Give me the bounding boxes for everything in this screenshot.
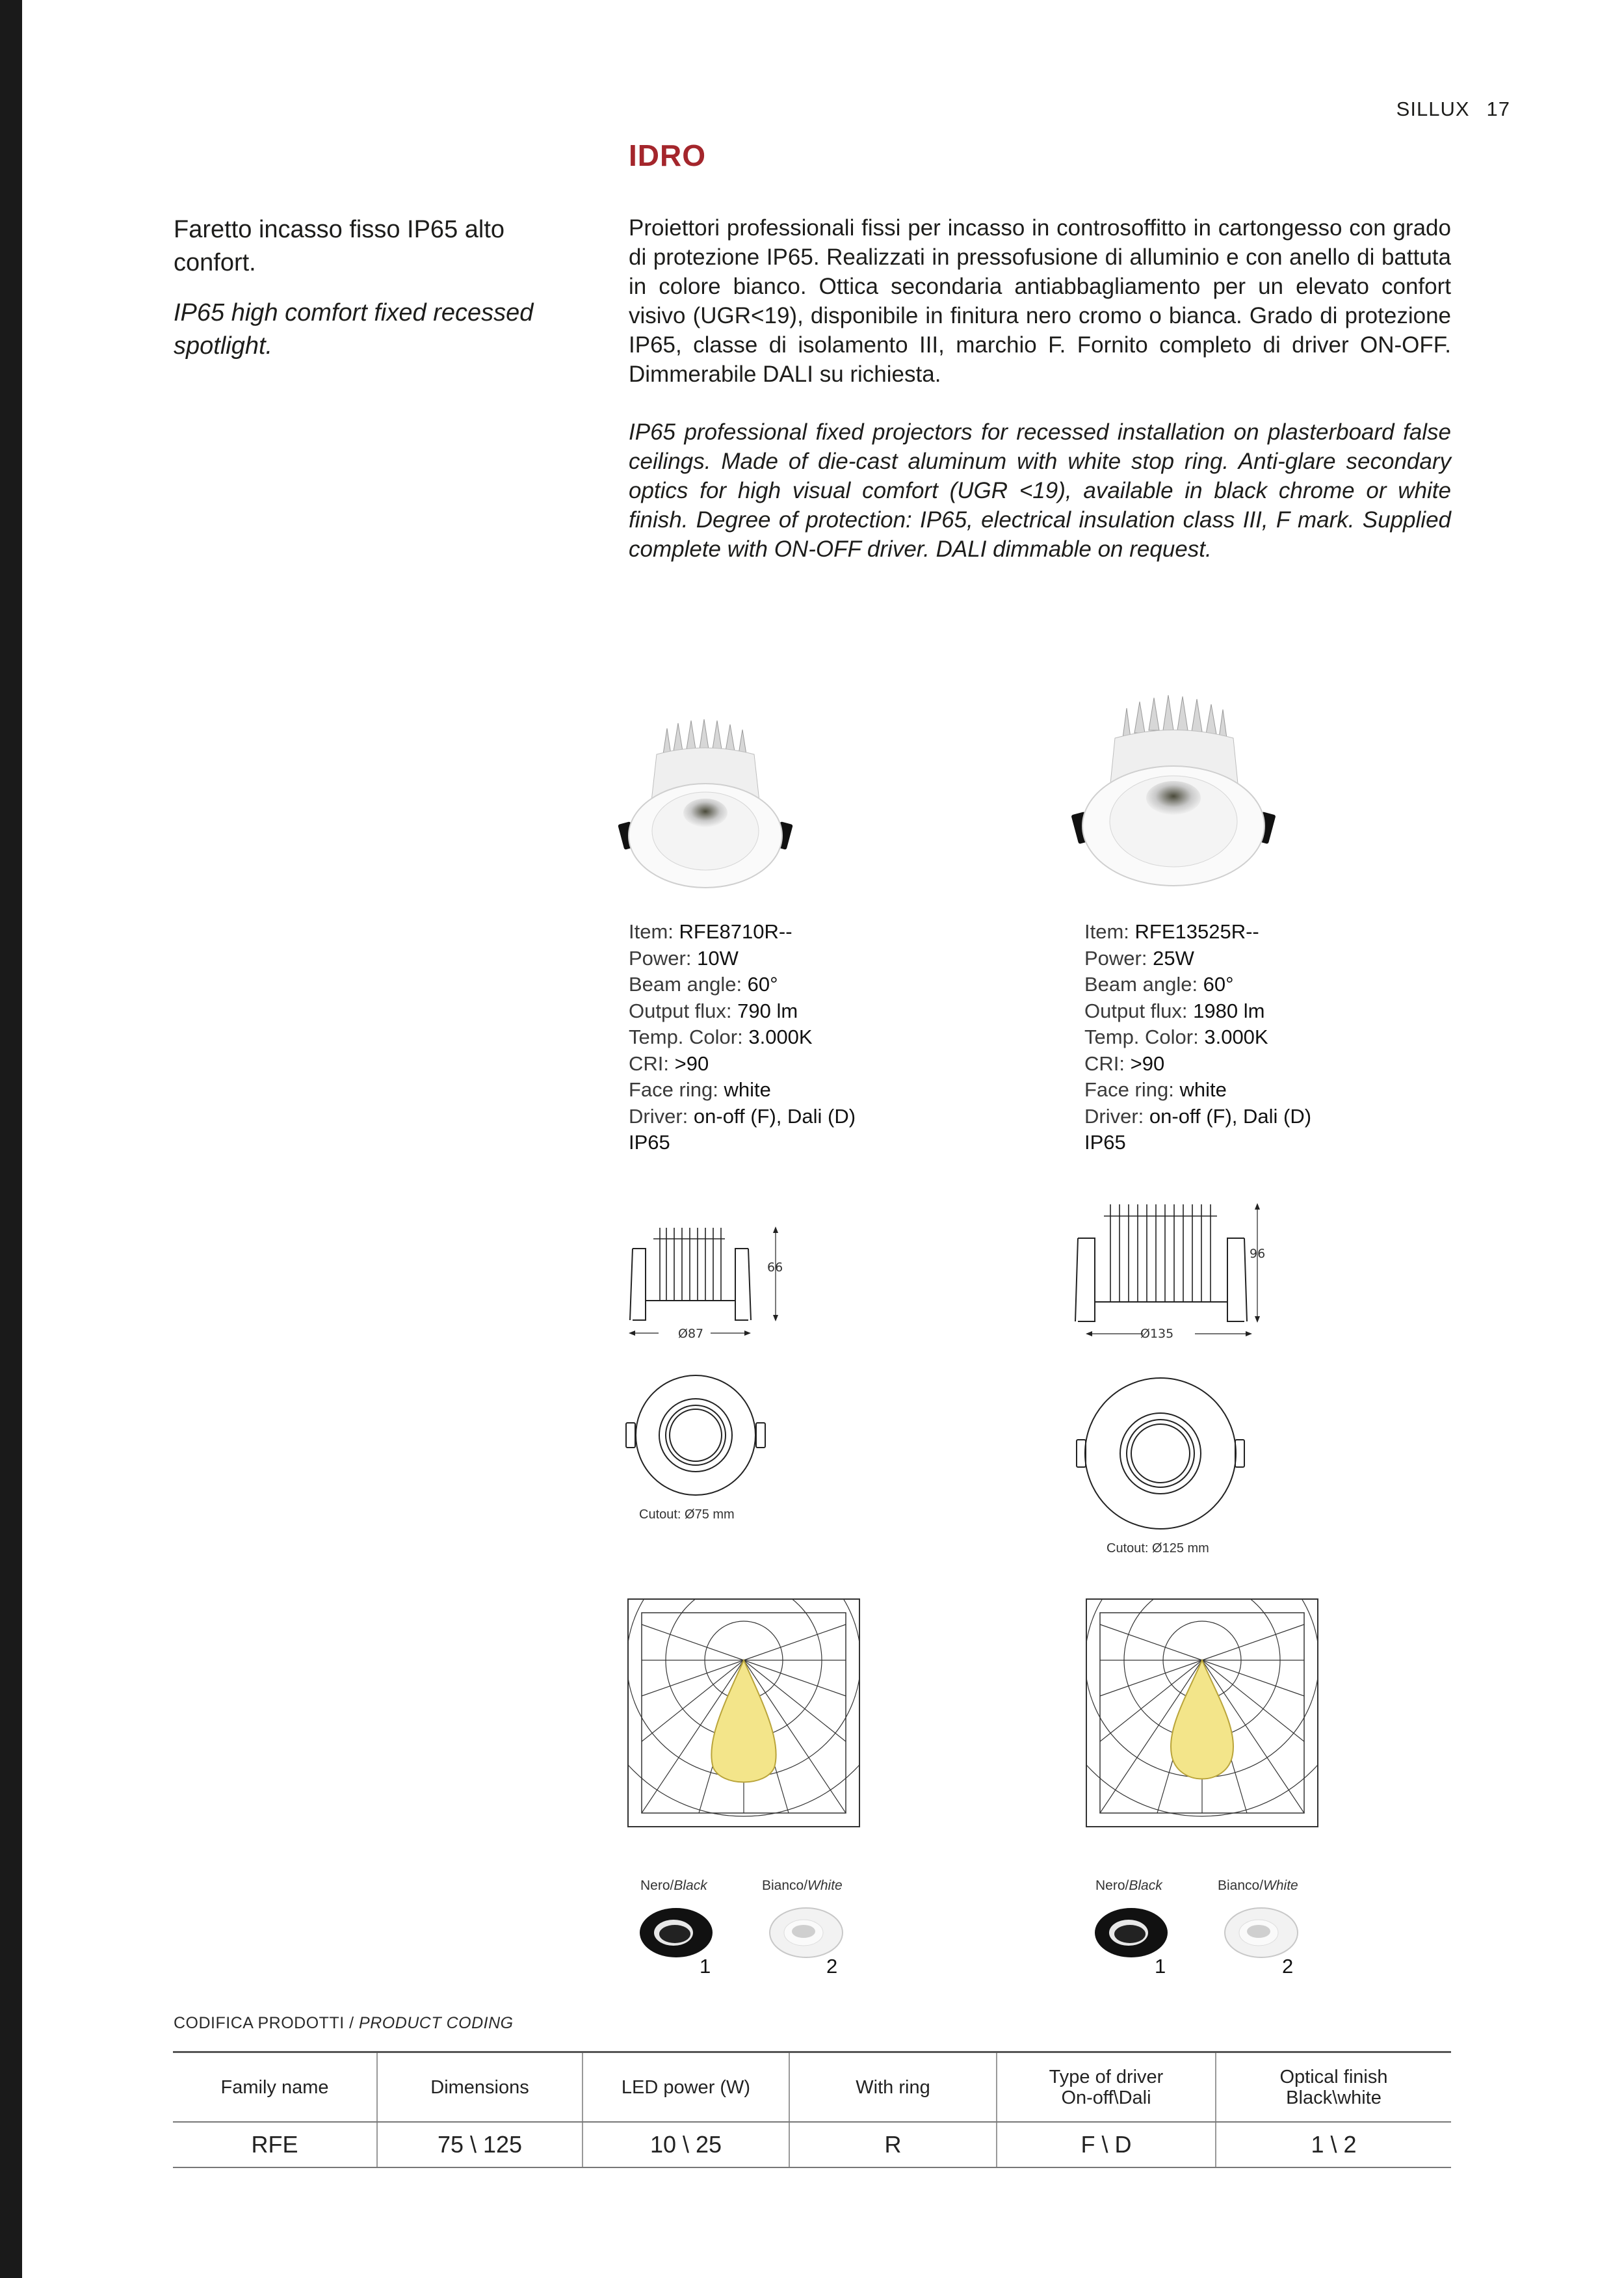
finish-code-white-1: 2 bbox=[826, 1955, 838, 1978]
spec-temp-color: Temp. Color: 3.000K bbox=[1084, 1026, 1268, 1048]
finish-label-white-1: Bianco/White bbox=[762, 1878, 843, 1893]
cutout-large: Cutout: Ø125 mm bbox=[1107, 1541, 1209, 1556]
finish-swatch-white-1 bbox=[767, 1905, 845, 1960]
dim-height-large: 96 bbox=[1250, 1247, 1266, 1261]
spec-driver: Driver: on-off (F), Dali (D) bbox=[1084, 1104, 1312, 1128]
cell-with-ring: R bbox=[789, 2122, 997, 2167]
dim-diameter-large: Ø135 bbox=[1140, 1327, 1174, 1341]
spec-cri: CRI: >90 bbox=[629, 1052, 709, 1075]
cutout-small: Cutout: Ø75 mm bbox=[639, 1507, 735, 1522]
spec-list-1 bbox=[629, 919, 856, 1156]
description-english: IP65 professional fixed projectors for recessed installation on plasterboard false ceilings. Made of die-cast aluminum with white stop ring. Anti-glare secondary optics for high visual comfort (UGR <19), available in black chrome or white finish. Degree of protection: IP65, electrical insulation class III, F mark. Supplied complete with ON-OFF driver. DALI dimmable on request. bbox=[629, 419, 1451, 562]
finish-swatch-black-1 bbox=[637, 1905, 715, 1960]
spec-driver: Driver: on-off (F), Dali (D) bbox=[629, 1104, 856, 1128]
spec-output-flux: Output flux: 790 lm bbox=[629, 999, 798, 1022]
finish-swatch-white-2 bbox=[1222, 1905, 1300, 1960]
spec-output-flux: Output flux: 1980 lm bbox=[1084, 999, 1265, 1022]
header-dimensions: Dimensions bbox=[377, 2052, 583, 2123]
coding-title: CODIFICA PRODOTTI / PRODUCT CODING bbox=[174, 2014, 514, 2032]
lead-text bbox=[174, 213, 538, 363]
product-coding-table bbox=[173, 2051, 1451, 2168]
polar-diagram-large bbox=[1086, 1598, 1318, 1827]
spec-power: Power: 10W bbox=[629, 946, 739, 970]
finish-label-black-2: Nero/Black bbox=[1095, 1878, 1162, 1893]
table-row bbox=[173, 2122, 1451, 2167]
spec-beam-angle: Beam angle: 60° bbox=[1084, 973, 1234, 996]
finish-swatch-black-2 bbox=[1092, 1905, 1170, 1960]
finish-code-white-2: 2 bbox=[1282, 1955, 1294, 1978]
finish-code-black-1: 1 bbox=[700, 1955, 711, 1978]
page-header bbox=[1396, 98, 1510, 121]
table-header-row bbox=[173, 2052, 1451, 2123]
spec-item: Item: RFE13525R-- bbox=[1084, 920, 1259, 943]
spec-ip: IP65 bbox=[1084, 1131, 1126, 1154]
side-drawing-small bbox=[627, 1223, 796, 1346]
header-with-ring: With ring bbox=[789, 2052, 997, 2123]
finish-code-black-2: 1 bbox=[1155, 1955, 1166, 1978]
spec-temp-color: Temp. Color: 3.000K bbox=[629, 1026, 813, 1048]
header-family-name: Family name bbox=[173, 2052, 377, 2123]
spec-beam-angle: Beam angle: 60° bbox=[629, 973, 778, 996]
header-driver-type: Type of driver On-off\Dali bbox=[997, 2052, 1216, 2123]
lead-english: IP65 high comfort fixed recessed spotlight. bbox=[174, 299, 534, 360]
dim-diameter-small: Ø87 bbox=[678, 1327, 704, 1341]
brand-name: SILLUX bbox=[1396, 98, 1470, 120]
lead-italian: Faretto incasso fisso IP65 alto confort. bbox=[174, 216, 505, 276]
spec-cri: CRI: >90 bbox=[1084, 1052, 1165, 1075]
cell-dimensions: 75 \ 125 bbox=[377, 2122, 583, 2167]
page-edge-shadow bbox=[0, 0, 22, 2278]
finish-label-white-2: Bianco/White bbox=[1218, 1878, 1298, 1893]
spec-list-2 bbox=[1084, 919, 1311, 1156]
header-optical-finish: Optical finish Black\white bbox=[1216, 2052, 1451, 2123]
spec-power: Power: 25W bbox=[1084, 946, 1194, 970]
page-number: 17 bbox=[1486, 98, 1510, 120]
cell-led-power: 10 \ 25 bbox=[583, 2122, 789, 2167]
finish-label-black-1: Nero/Black bbox=[640, 1878, 707, 1893]
description bbox=[629, 213, 1451, 592]
cell-driver-type: F \ D bbox=[997, 2122, 1216, 2167]
product-title: IDRO bbox=[629, 139, 706, 172]
spec-item: Item: RFE8710R-- bbox=[629, 920, 792, 943]
dim-height-small: 66 bbox=[767, 1260, 783, 1275]
header-led-power: LED power (W) bbox=[583, 2052, 789, 2123]
cell-optical-finish: 1 \ 2 bbox=[1216, 2122, 1451, 2167]
spec-ip: IP65 bbox=[629, 1131, 670, 1154]
top-drawing-large bbox=[1073, 1372, 1248, 1535]
top-drawing-small bbox=[621, 1371, 770, 1501]
product-photo-large bbox=[1063, 693, 1284, 888]
spec-face-ring: Face ring: white bbox=[1084, 1078, 1227, 1101]
description-italian: Proiettori professionali fissi per incasso in controsoffitto in cartongesso con grado di protezione IP65. Realizzati in pressofusione di alluminio e con anello di battuta in colore bianco. Ottica secondaria antiabbagliamento per un elevato confort visivo (UGR<19), disponibile in finitura nero cromo o bianca. Grado di protezione IP65, classe di isolamento III, marchio F. Fornito completo di driver ON-OFF. Dimmerabile DALI su richiesta. bbox=[629, 215, 1451, 387]
polar-diagram-small bbox=[627, 1598, 860, 1827]
spec-face-ring: Face ring: white bbox=[629, 1078, 771, 1101]
product-photo-small bbox=[611, 715, 800, 891]
cell-family-name: RFE bbox=[173, 2122, 377, 2167]
